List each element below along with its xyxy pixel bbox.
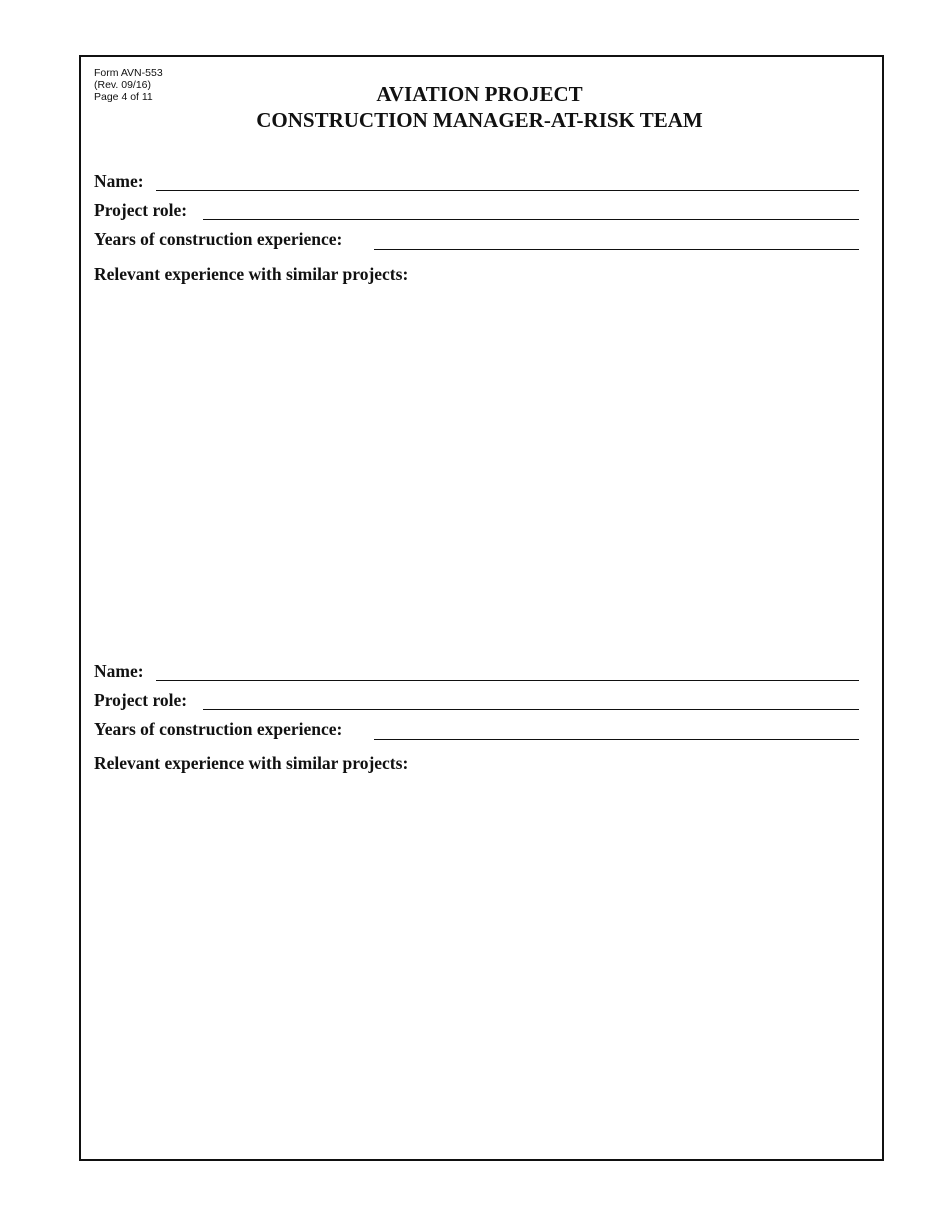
relevant-experience-area[interactable]: [94, 290, 859, 650]
years-experience-label: Years of construction experience:: [94, 719, 343, 739]
name-label: Name:: [94, 171, 144, 191]
form-title-line-1: AVIATION PROJECT: [376, 82, 583, 106]
years-experience-input-line[interactable]: [374, 739, 859, 740]
project-role-label: Project role:: [94, 200, 188, 220]
relevant-experience-label: Relevant experience with similar projects:: [94, 753, 409, 773]
years-experience-label: Years of construction experience:: [94, 229, 343, 249]
form-revision: (Rev. 09/16): [94, 79, 151, 91]
name-input-line[interactable]: [156, 680, 859, 681]
name-input-line[interactable]: [156, 190, 859, 191]
project-role-label: Project role:: [94, 690, 188, 710]
page-number: Page 4 of 11: [94, 91, 153, 103]
years-experience-input-line[interactable]: [374, 249, 859, 250]
relevant-experience-label: Relevant experience with similar projects:: [94, 264, 409, 284]
project-role-input-line[interactable]: [203, 709, 859, 710]
project-role-input-line[interactable]: [203, 219, 859, 220]
form-title-line-2: CONSTRUCTION MANAGER-AT-RISK TEAM: [256, 108, 703, 132]
form-number: Form AVN-553: [94, 67, 163, 79]
relevant-experience-area[interactable]: [94, 780, 859, 1140]
name-label: Name:: [94, 661, 144, 681]
